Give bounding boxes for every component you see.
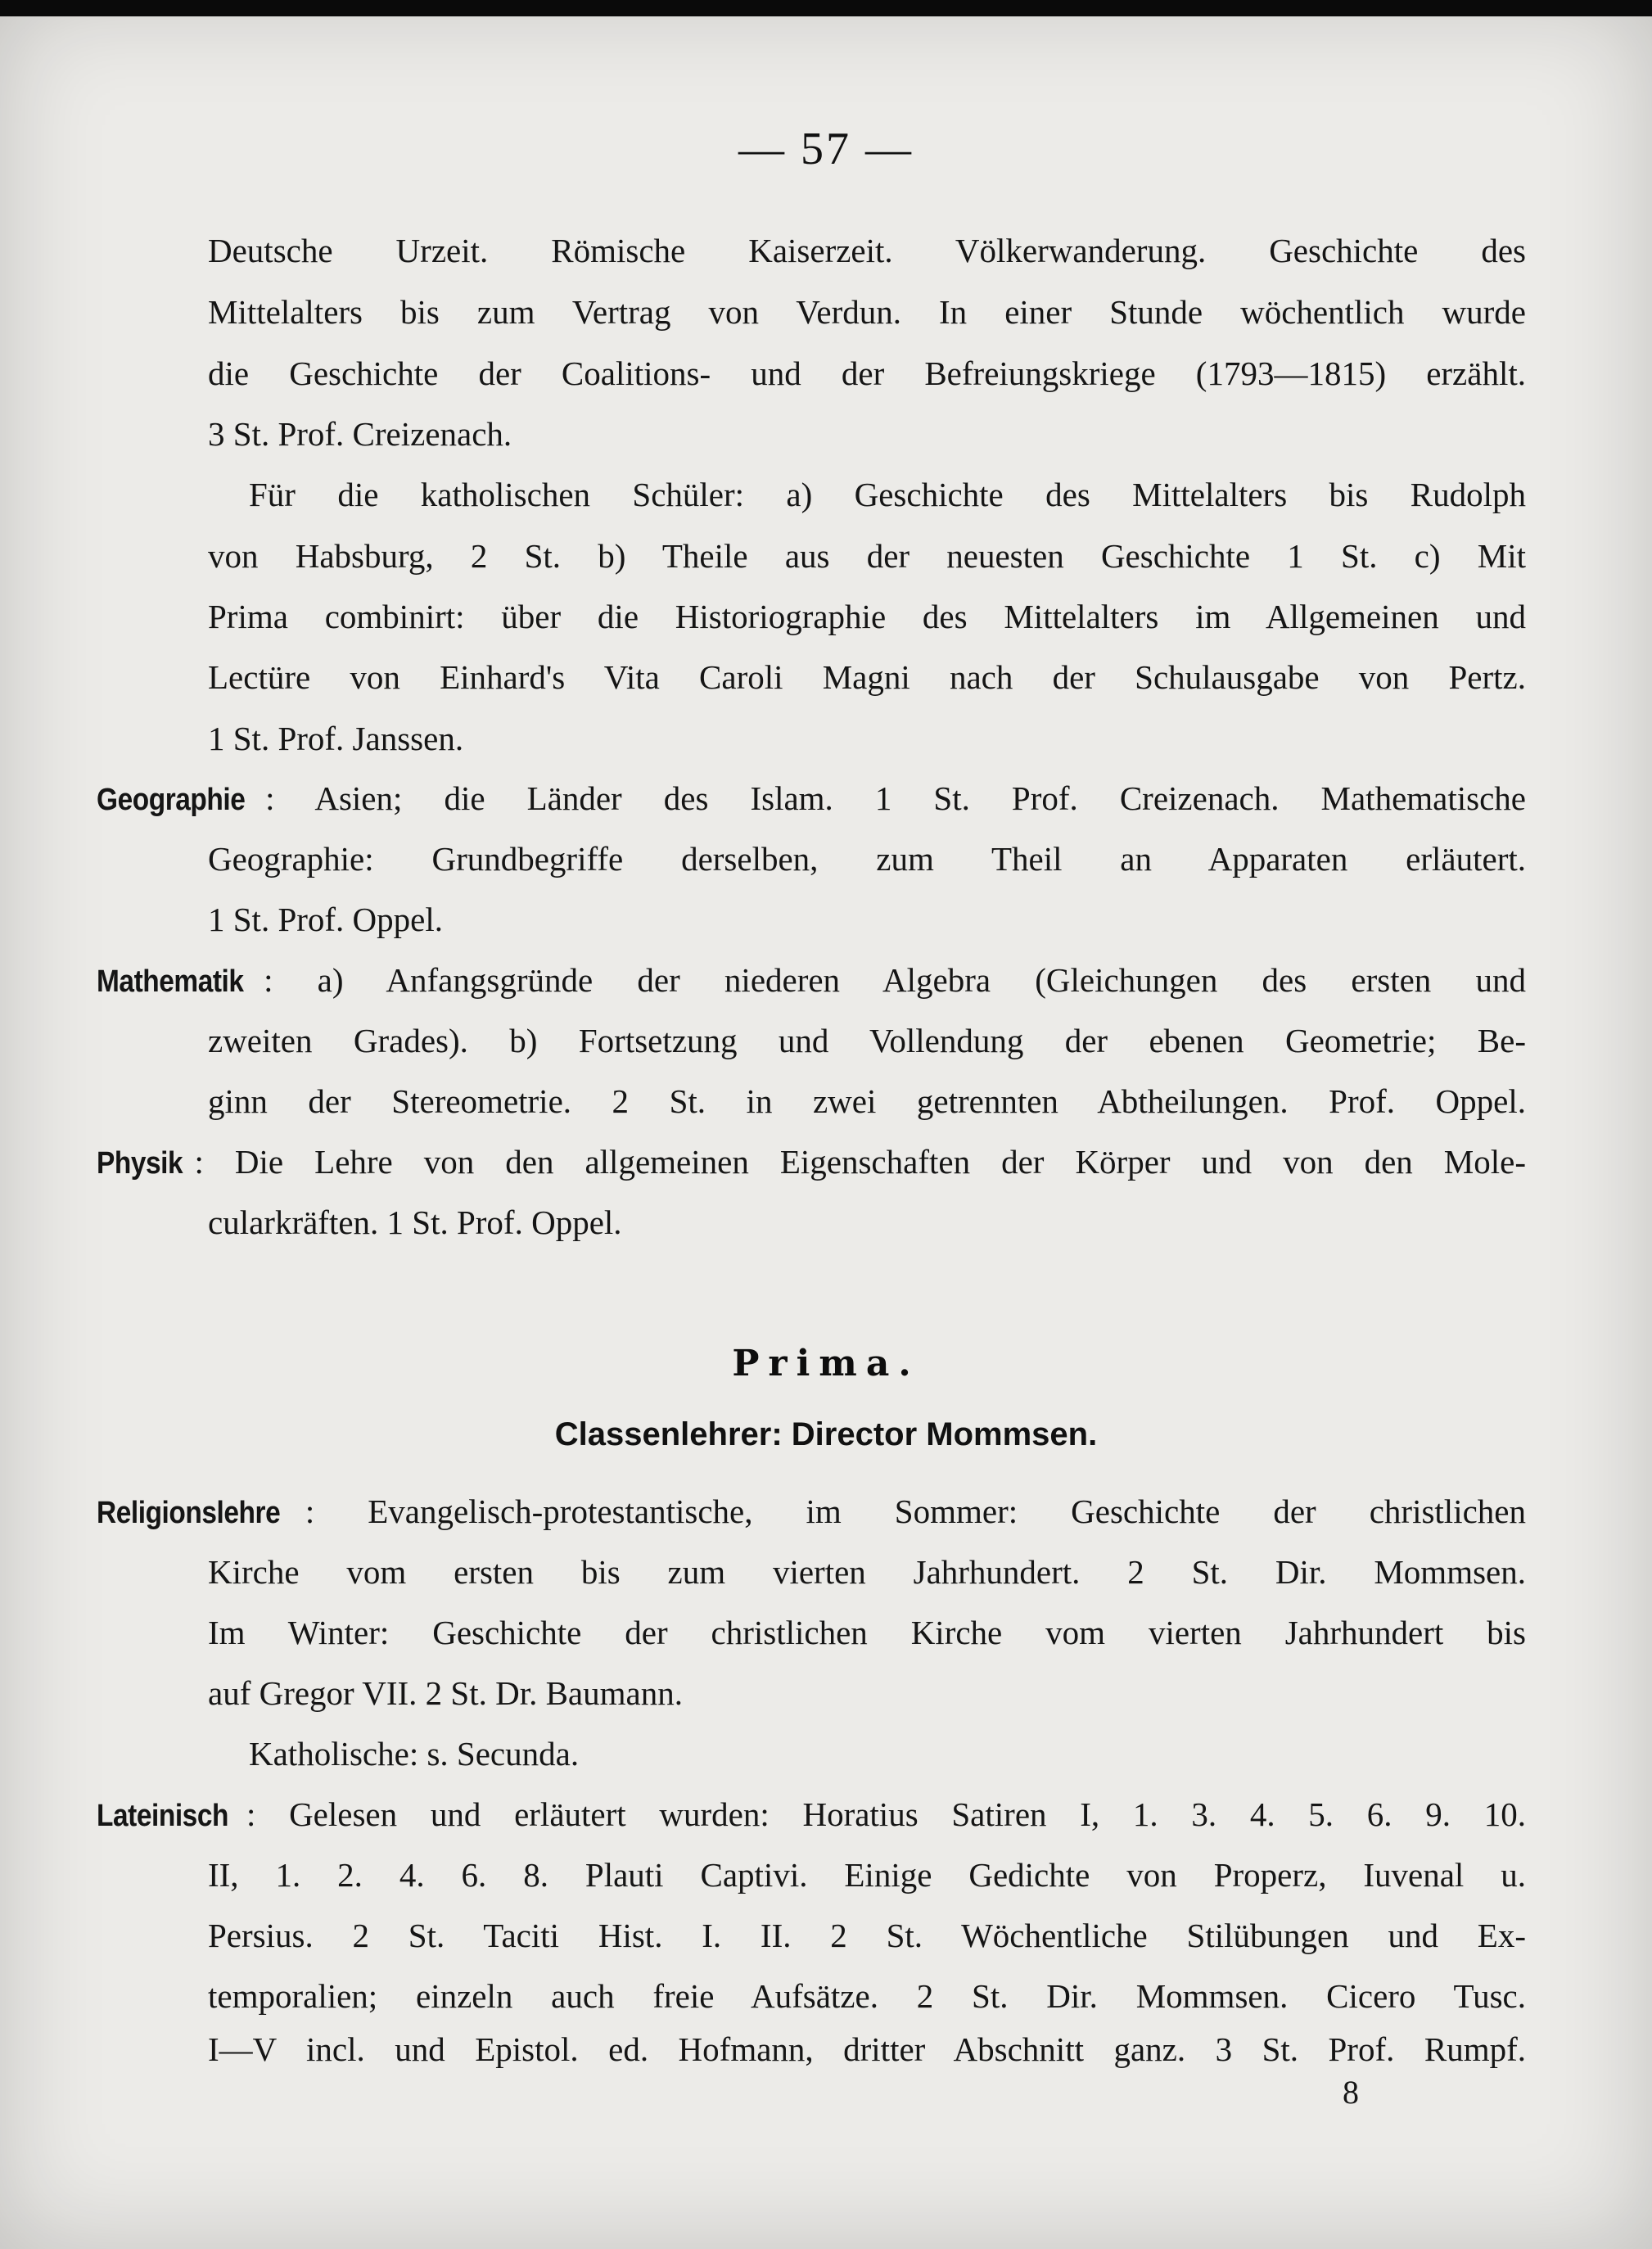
text-run: : Evangelisch-protestantische, im Sommer: Geschichte der christlichen [305,1493,1526,1530]
subject-physik [97,1145,1526,1179]
text-line: 3 St. Prof. Creizenach. [208,415,512,453]
class-teacher: Classenlehrer: Director Mommsen. [554,1416,1098,1452]
section-title: Prima. [732,1343,920,1384]
text-line: Lectüre von Einhard's Vita Caroli Magni nach der Schulausgabe von Pertz. [208,658,1526,696]
text-run: : Gelesen und erläutert wurden: Horatius Satiren I, 1. 3. 4. 5. 6. 9. 10. [246,1795,1526,1833]
text-line: Prima combinirt: über die Historiographie des Mittelalters im Allgemeinen und [208,598,1526,635]
text-run: : a) Anfangsgründe der niederen Algebra (Gleichungen des ersten und [264,961,1526,999]
text-line: Katholische: s. Secunda. [249,1735,580,1773]
subject-religionslehre [97,1495,1526,1529]
text-run: : Asien; die Länder des Islam. 1 St. Prof. Creizenach. Mathematische [265,779,1526,817]
text-line: 1 St. Prof. Janssen. [208,720,464,757]
text-line: Für die katholischen Schüler: a) Geschichte des Mittelalters bis Rudolph [249,476,1526,513]
subject-label: Physik [97,1146,183,1181]
text-line: ginn der Stereometrie. 2 St. in zwei getrennten Abtheilungen. Prof. Oppel. [208,1082,1526,1120]
text-line: Geographie: Grundbegriffe derselben, zum Theil an Apparaten erläutert. [208,840,1526,878]
subject-mathematik [97,961,1526,999]
text-line: I—V incl. und Epistol. ed. Hofmann, dritter Abschnitt ganz. 3 St. Prof. Rumpf. [208,2030,1526,2068]
text-line: Kirche vom ersten bis zum vierten Jahrhundert. 2 St. Dir. Mommsen. [208,1553,1526,1591]
text-run: : Die Lehre von den allgemeinen Eigenschaften der Körper und von den Mole- [194,1143,1526,1181]
text-line: Im Winter: Geschichte der christlichen Kirche vom vierten Jahrhundert bis [208,1614,1526,1651]
page-number: — 57 — [738,124,914,174]
subject-label: Lateinisch [97,1799,228,1833]
text-line: 1 St. Prof. Oppel. [208,901,443,938]
text-line: zweiten Grades). b) Fortsetzung und Vollendung der ebenen Geometrie; Be- [208,1022,1526,1059]
signature-mark: 8 [1343,2074,1359,2111]
subject-geographie [97,779,1526,817]
subject-label: Mathematik [97,964,244,999]
subject-lateinisch [97,1795,1526,1833]
text-line: Mittelalters bis zum Vertrag von Verdun. In einer Stunde wöchentlich wurde [208,293,1526,331]
text-line: auf Gregor VII. 2 St. Dr. Baumann. [208,1674,683,1712]
text-line: Persius. 2 St. Taciti Hist. I. II. 2 St. Wöchentliche Stilübungen und Ex- [208,1917,1526,1954]
text-line: von Habsburg, 2 St. b) Theile aus der neuesten Geschichte 1 St. c) Mit [208,537,1526,575]
text-line: II, 1. 2. 4. 6. 8. Plauti Captivi. Einige Gedichte von Properz, Iuvenal u. [208,1856,1526,1894]
text-line: temporalien; einzeln auch freie Aufsätze. 2 St. Dir. Mommsen. Cicero Tusc. [208,1977,1526,2015]
scan-border [0,0,1652,16]
subject-label: Geographie [97,783,246,817]
text-line: cularkräften. 1 St. Prof. Oppel. [208,1204,622,1241]
text-line: Deutsche Urzeit. Römische Kaiserzeit. Völkerwanderung. Geschichte des [208,232,1526,269]
text-line: die Geschichte der Coalitions- und der Befreiungskriege (1793—1815) erzählt. [208,355,1526,392]
subject-label: Religionslehre [97,1496,281,1530]
